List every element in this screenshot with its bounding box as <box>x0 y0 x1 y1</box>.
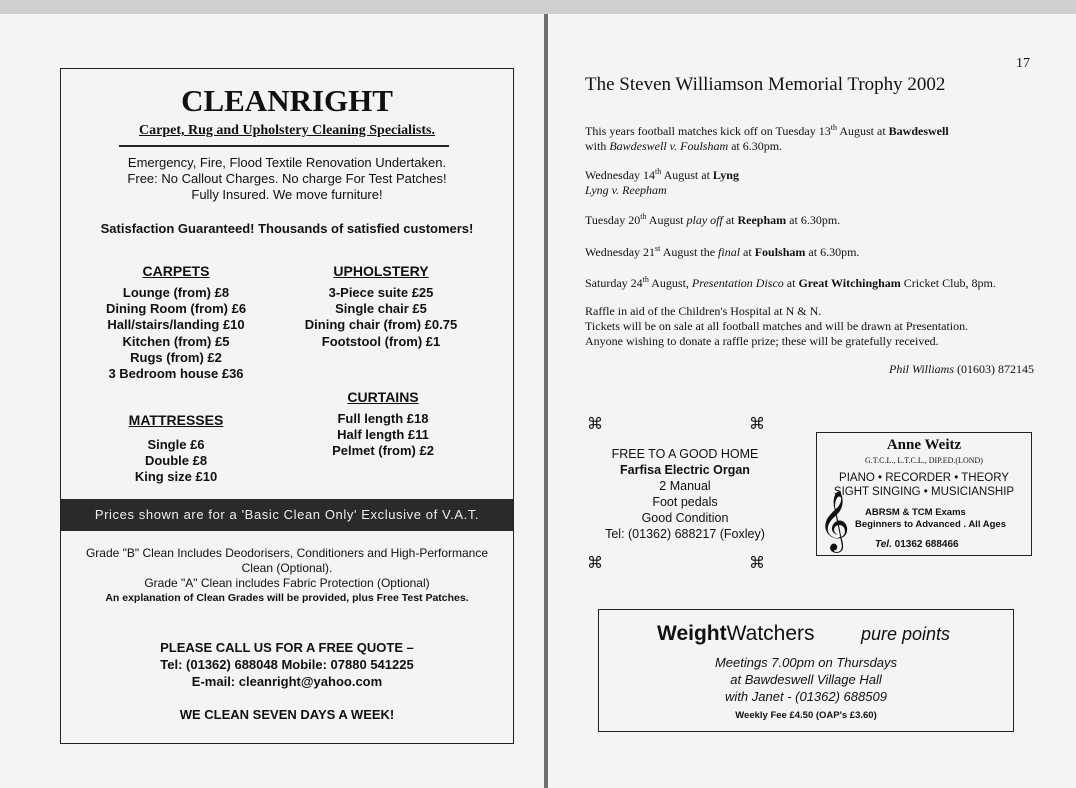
organ-phone: Tel: (01362) 688217 (Foxley) <box>605 527 765 541</box>
mattresses-heading: MATTRESSES <box>128 412 224 428</box>
tel-number: 01362 688466 <box>891 539 959 550</box>
intro-line: Emergency, Fire, Flood Textile Renovation Undertaken. <box>127 155 447 170</box>
fixture-paragraph-2 <box>585 164 739 198</box>
price-item: 3-Piece suite £25 <box>328 285 434 300</box>
fixture-text: August the <box>660 245 719 259</box>
price-item: Rugs (from) £2 <box>130 349 222 365</box>
venue: Lyng <box>712 168 739 182</box>
contact-phone: (01603) 872145 <box>954 362 1034 376</box>
book-spine <box>544 14 548 788</box>
carpets-section <box>83 263 269 382</box>
cleanright-intro <box>61 155 513 203</box>
fixture-text: at <box>783 276 799 290</box>
command-symbol-icon: ⌘ <box>587 416 603 433</box>
teacher-name: Anne Weitz <box>886 437 962 453</box>
brand-bold: Weight <box>657 622 727 645</box>
contact-name: Phil Williams <box>888 362 954 376</box>
price-item: Dining Room (from) £6 <box>105 301 247 317</box>
raffle-line: Raffle in aid of the Children's Hospital at N & N. <box>585 304 822 318</box>
email-line: E-mail: cleanright@yahoo.com <box>191 674 383 689</box>
organ-headline: FREE TO A GOOD HOME <box>611 447 759 461</box>
fixture-text: Saturday 24 <box>585 276 643 290</box>
levels-line: Beginners to Advanced . All Ages <box>855 519 1006 530</box>
page-number: 17 <box>1016 56 1030 71</box>
fixture-text: August <box>646 213 687 227</box>
meeting-line: at Bawdeswell Village Hall <box>730 672 882 687</box>
price-item: 3 Bedroom house £36 <box>108 366 244 382</box>
price-item: Kitchen (from) £5 <box>122 333 230 349</box>
curtains-heading: CURTAINS <box>347 389 419 405</box>
weitz-phone <box>875 539 959 550</box>
fixture-paragraph-1 <box>585 120 949 154</box>
fixture-text: at <box>740 245 755 259</box>
intro-line: Fully Insured. We move furniture! <box>191 187 383 202</box>
pure-points-tagline: pure points <box>861 624 951 644</box>
fixture-text: Wednesday 14 <box>585 168 656 182</box>
ordinal: th <box>642 275 649 284</box>
explanation-text: An explanation of Clean Grades will be provided, plus Free Test Patches. <box>105 592 469 604</box>
price-item: Full length £18 <box>337 411 429 426</box>
call-info <box>61 639 513 690</box>
price-item: Footstool (from) £1 <box>321 333 441 349</box>
fixture-text: Cricket Club, 8pm. <box>900 276 996 290</box>
price-item: Single £6 <box>147 437 205 452</box>
treble-clef-icon: 𝄞 <box>819 491 850 551</box>
mattresses-section <box>101 412 251 486</box>
cleanright-subtitle: Carpet, Rug and Upholstery Cleaning Specialists. <box>139 123 435 138</box>
match: play off <box>686 213 723 227</box>
upholstery-list <box>283 285 479 350</box>
fixture-text: August at <box>836 124 889 138</box>
grades-info <box>61 546 513 606</box>
fixture-text: at 6.30pm. <box>786 213 841 227</box>
upholstery-heading: UPHOLSTERY <box>333 263 429 279</box>
event: Presentation Disco <box>691 276 784 290</box>
curtains-list <box>305 411 461 460</box>
ordinal: th <box>830 123 837 132</box>
fixture-text: This years football matches kick off on Tuesday 13 <box>585 124 831 138</box>
weightwatchers-advert <box>598 609 1014 732</box>
raffle-line: Anyone wishing to donate a raffle prize; these will be gratefully received. <box>585 334 939 348</box>
ordinal: th <box>640 212 647 221</box>
price-item: Half length £11 <box>337 427 429 443</box>
match: Lyng v. Reepham <box>585 183 667 197</box>
price-item: Lounge (from) £8 <box>122 285 230 300</box>
command-symbol-icon: ⌘ <box>749 555 765 572</box>
ordinal: st <box>655 244 661 253</box>
match: final <box>718 245 741 259</box>
fixture-text: August, <box>648 276 692 290</box>
command-symbol-icon: ⌘ <box>587 555 603 572</box>
satisfaction-line: Satisfaction Guaranteed! Thousands of satisfied customers! <box>100 221 474 236</box>
weekly-fee: Weekly Fee £4.50 (OAP's £3.60) <box>735 710 877 721</box>
carpets-list <box>83 285 269 382</box>
fixture-paragraph-5 <box>585 272 996 291</box>
carpets-heading: CARPETS <box>142 263 210 279</box>
organ-notice <box>588 446 782 542</box>
upholstery-section <box>283 263 479 350</box>
weightwatchers-logo <box>657 622 815 646</box>
seven-days-line: WE CLEAN SEVEN DAYS A WEEK! <box>179 707 395 722</box>
cleanright-title: CLEANRIGHT <box>181 83 393 118</box>
match: Bawdeswell v. Foulsham <box>609 139 729 153</box>
price-item: Hall/stairs/landing £10 <box>107 317 245 333</box>
subjects-line-1: PIANO • RECORDER • THEORY <box>839 472 1009 484</box>
title-rule <box>119 145 449 147</box>
grade-a-text: Grade "A" Clean includes Fabric Protection (Optional) <box>144 576 430 590</box>
raffle-paragraph <box>585 304 968 349</box>
price-item: Dining chair (from) £0.75 <box>304 317 458 333</box>
contact-signature <box>860 362 1034 377</box>
price-item: King size £10 <box>134 469 218 485</box>
scan-top-band <box>0 0 1076 14</box>
venue: Reepham <box>737 213 787 227</box>
organ-detail: Good Condition <box>641 511 729 525</box>
fixture-paragraph-3 <box>585 209 840 228</box>
trophy-title: The Steven Williamson Memorial Trophy 2002 <box>585 74 946 95</box>
exams-line: ABRSM & TCM Exams <box>865 507 966 518</box>
ordinal: th <box>655 167 662 176</box>
price-item: Single chair £5 <box>335 301 427 317</box>
phone-line: Tel: (01362) 688048 Mobile: 07880 541225 <box>160 657 414 672</box>
intro-line: Free: No Callout Charges. No charge For Test Patches! <box>127 171 447 186</box>
curtains-section <box>305 389 461 460</box>
cleanright-advert <box>60 68 514 744</box>
fixture-text: Wednesday 21 <box>585 245 656 259</box>
prices-band: Prices shown are for a 'Basic Clean Only' Exclusive of V.A.T. <box>61 499 513 531</box>
tel-label: Tel. <box>875 539 892 550</box>
fixture-text: August at <box>661 168 713 182</box>
price-item: Double £8 <box>144 453 208 469</box>
price-item: Pelmet (from) £2 <box>332 443 434 459</box>
meeting-line: with Janet - (01362) 688509 <box>725 689 887 704</box>
command-symbol-icon: ⌘ <box>749 416 765 433</box>
organ-detail: 2 Manual <box>659 479 711 493</box>
fixture-text: at <box>722 213 738 227</box>
brand-light: Watchers <box>726 622 815 645</box>
venue: Bawdeswell <box>888 124 949 138</box>
organ-name: Farfisa Electric Organ <box>620 463 750 477</box>
venue: Great Witchingham <box>798 276 901 290</box>
mattresses-list <box>101 437 251 486</box>
fixture-paragraph-4 <box>585 241 859 260</box>
fixture-text: with <box>585 139 610 153</box>
call-line: PLEASE CALL US FOR A FREE QUOTE – <box>160 640 414 655</box>
anne-weitz-advert <box>816 432 1032 556</box>
meeting-line: Meetings 7.00pm on Thursdays <box>714 655 898 670</box>
organ-detail: Foot pedals <box>652 495 718 509</box>
fixture-text: Tuesday 20 <box>585 213 641 227</box>
meeting-info <box>599 654 1013 705</box>
grade-b-text: Grade "B" Clean Includes Deodorisers, Conditioners and High-Performance Clean (Optional). <box>85 546 489 575</box>
fixture-text: at 6.30pm. <box>728 139 783 153</box>
fixture-text: at 6.30pm. <box>805 245 860 259</box>
subjects-line-2: SIGHT SINGING • MUSICIANSHIP <box>833 486 1015 498</box>
venue: Foulsham <box>754 245 806 259</box>
raffle-line: Tickets will be on sale at all football matches and will be drawn at Presentation. <box>585 319 969 333</box>
qualifications: G.T.C.L., L.T.C.L., DIP.ED.(LOND) <box>865 456 983 465</box>
